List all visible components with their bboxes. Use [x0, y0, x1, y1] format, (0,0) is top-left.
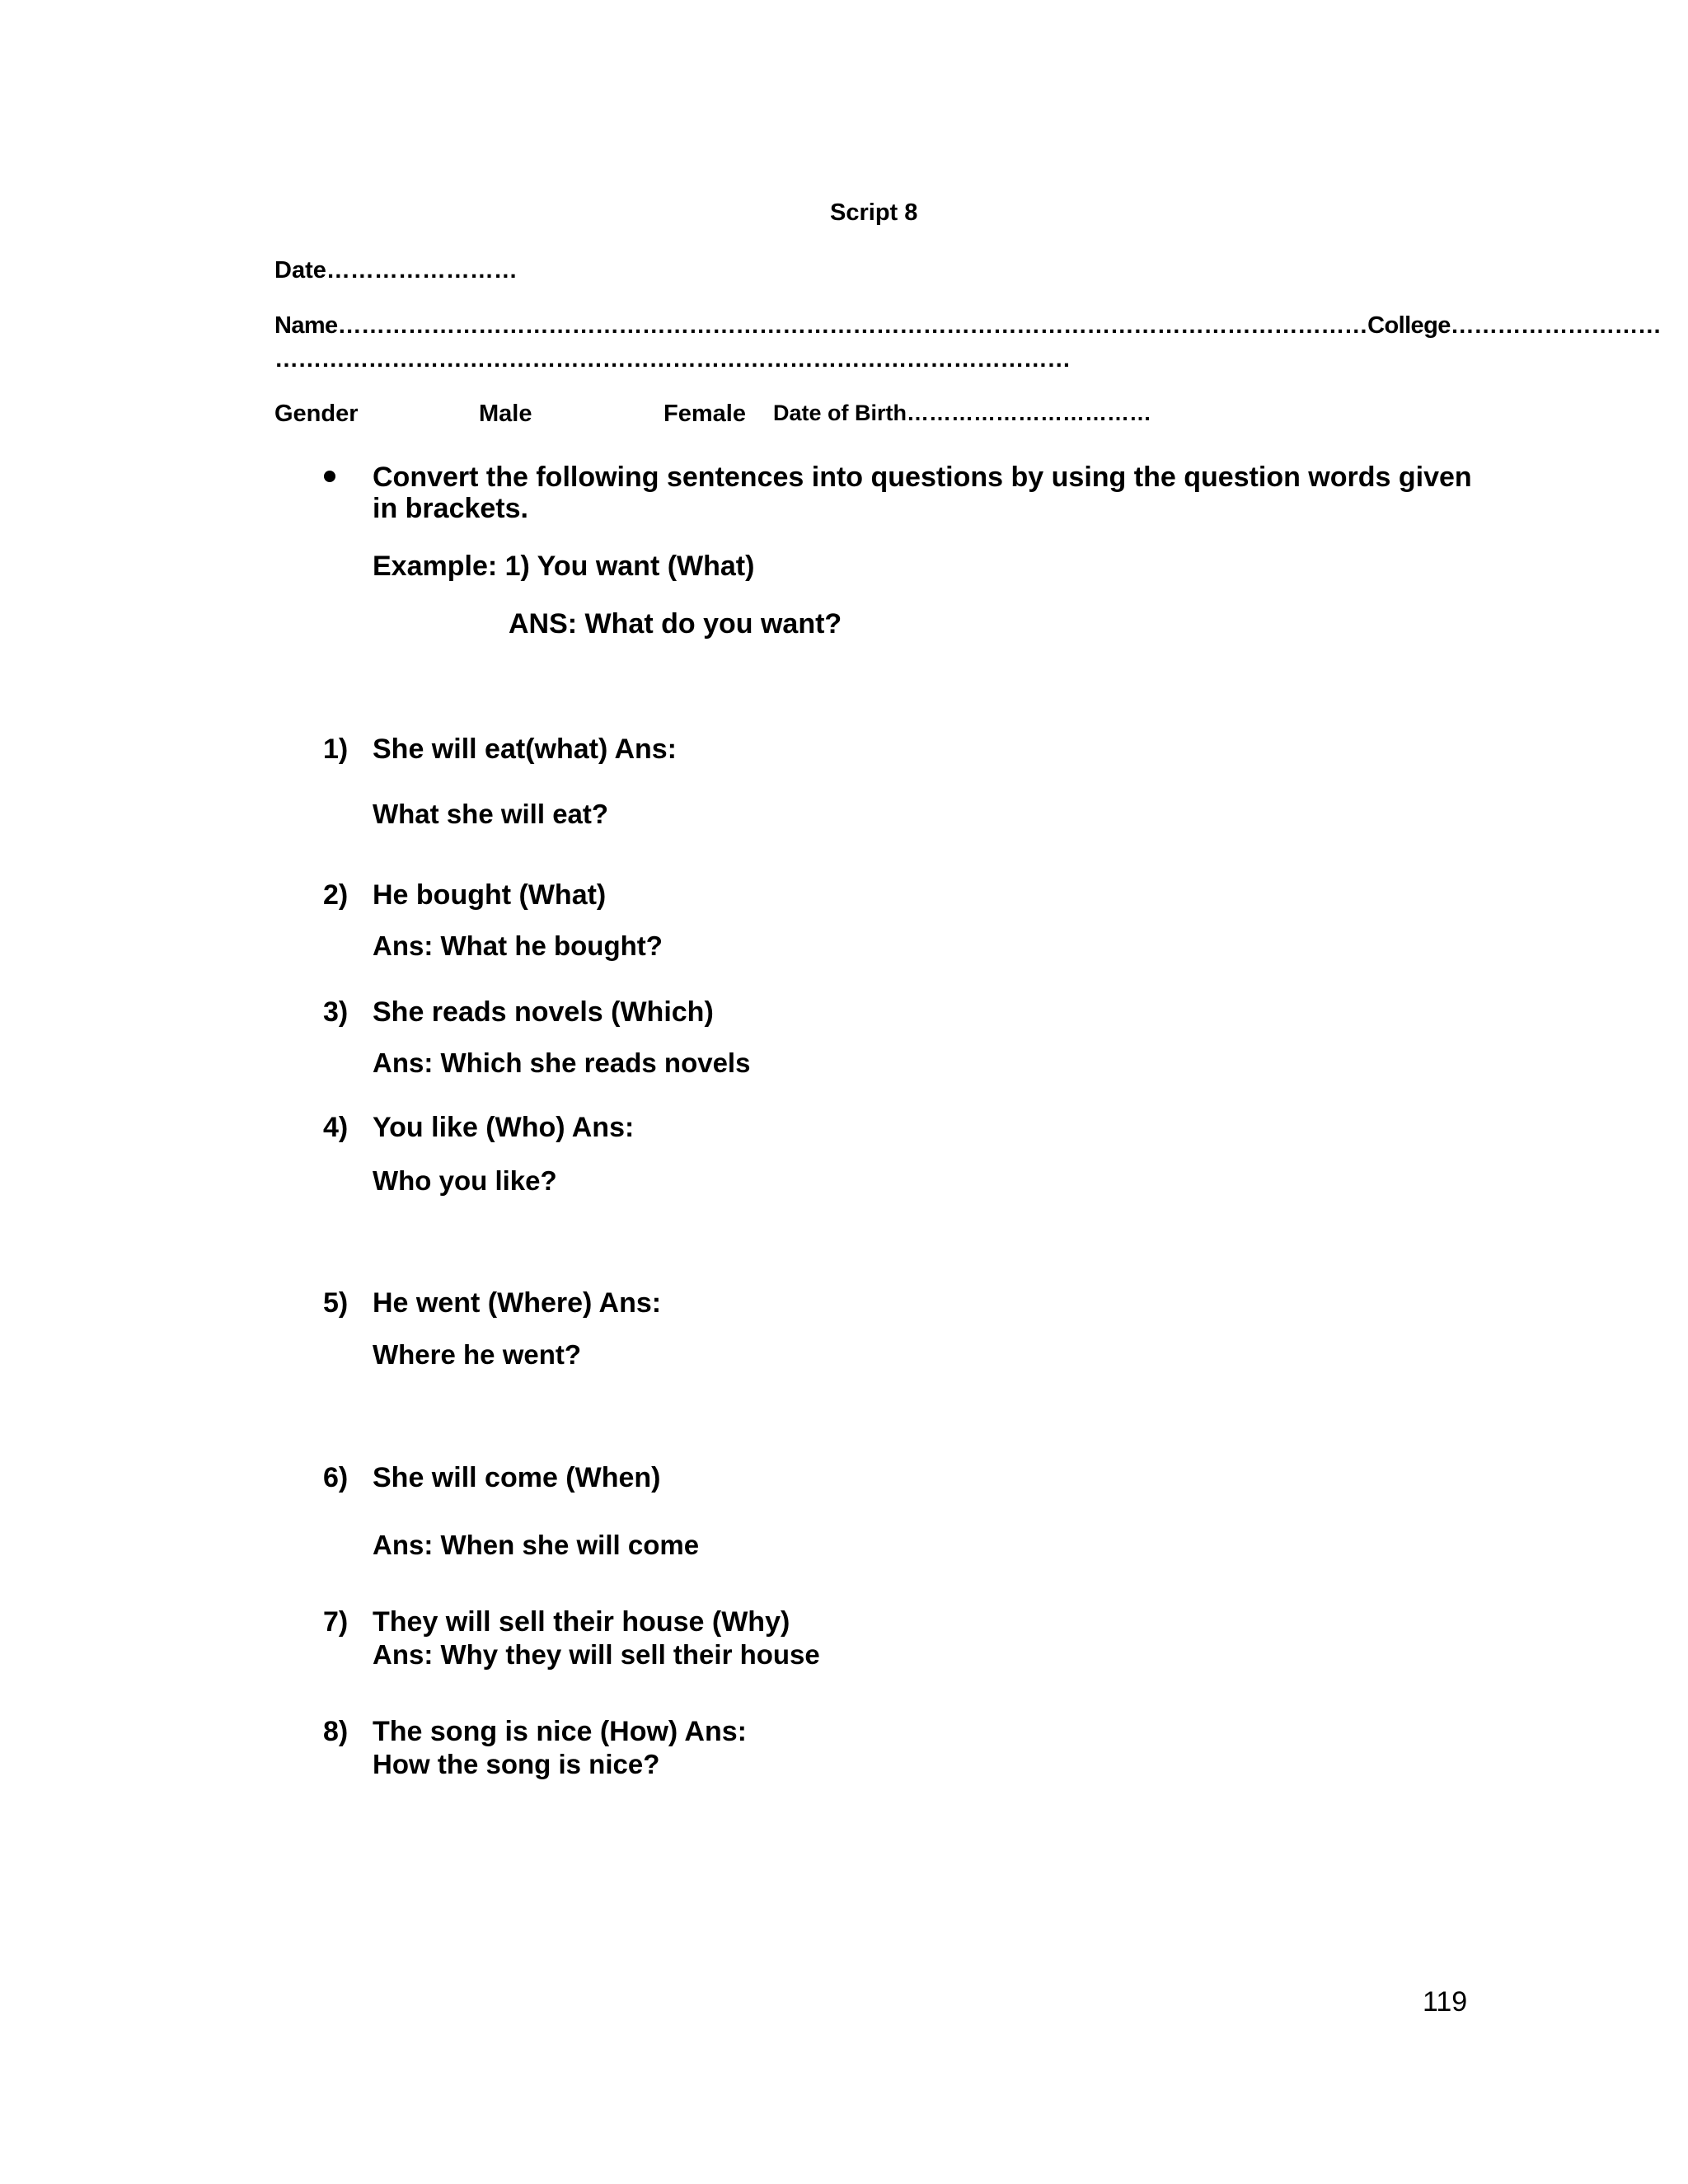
page-title: Script 8	[830, 199, 918, 226]
item-answer: Where he went?	[373, 1339, 582, 1370]
item-question: The song is nice (How) Ans:	[373, 1716, 747, 1747]
item-answer: Ans: Which she reads novels	[373, 1047, 751, 1078]
page-number: 119	[1423, 1986, 1468, 2018]
example-question: Example: 1) You want (What)	[373, 551, 755, 582]
item-question: She will eat(what) Ans:	[373, 733, 678, 765]
instruction-line-2: in brackets.	[373, 493, 528, 524]
item-answer: Ans: When she will come	[373, 1530, 700, 1560]
female-option: Female	[663, 401, 746, 427]
item-answer: Ans: Why they will sell their house	[373, 1639, 820, 1670]
item-number: 5)	[323, 1287, 349, 1319]
item-number: 3)	[323, 996, 349, 1028]
item-number: 6)	[323, 1462, 349, 1493]
item-answer: What she will eat?	[373, 799, 609, 829]
item-question: She reads novels (Which)	[373, 996, 714, 1028]
item-number: 1)	[323, 733, 349, 765]
item-answer: How the song is nice?	[373, 1749, 660, 1779]
item-number: 7)	[323, 1606, 349, 1638]
item-answer: Ans: What he bought?	[373, 930, 663, 961]
item-number: 4)	[323, 1112, 349, 1143]
item-question: She will come (When)	[373, 1462, 661, 1493]
gender-label: Gender	[274, 401, 359, 427]
name-field-continuation: …………………………………………………………………………………………	[274, 346, 1071, 373]
item-question: He bought (What)	[373, 879, 607, 911]
item-question: You like (Who) Ans:	[373, 1112, 635, 1143]
item-answer: Who you like?	[373, 1165, 557, 1196]
date-of-birth-field: Date of Birth……………………………	[773, 401, 1151, 425]
bullet-icon	[324, 471, 335, 482]
item-number: 8)	[323, 1716, 349, 1747]
item-question: They will sell their house (Why)	[373, 1606, 790, 1638]
date-field: Date……………………	[274, 257, 518, 284]
item-number: 2)	[323, 879, 349, 911]
instruction-line-1: Convert the following sentences into questions by using the question words given	[373, 462, 1472, 493]
item-question: He went (Where) Ans:	[373, 1287, 662, 1319]
example-answer: ANS: What do you want?	[509, 608, 842, 640]
name-college-field: Name……………………………………………………………………………………………………………………College………………………	[274, 312, 1662, 339]
male-option: Male	[479, 401, 532, 427]
